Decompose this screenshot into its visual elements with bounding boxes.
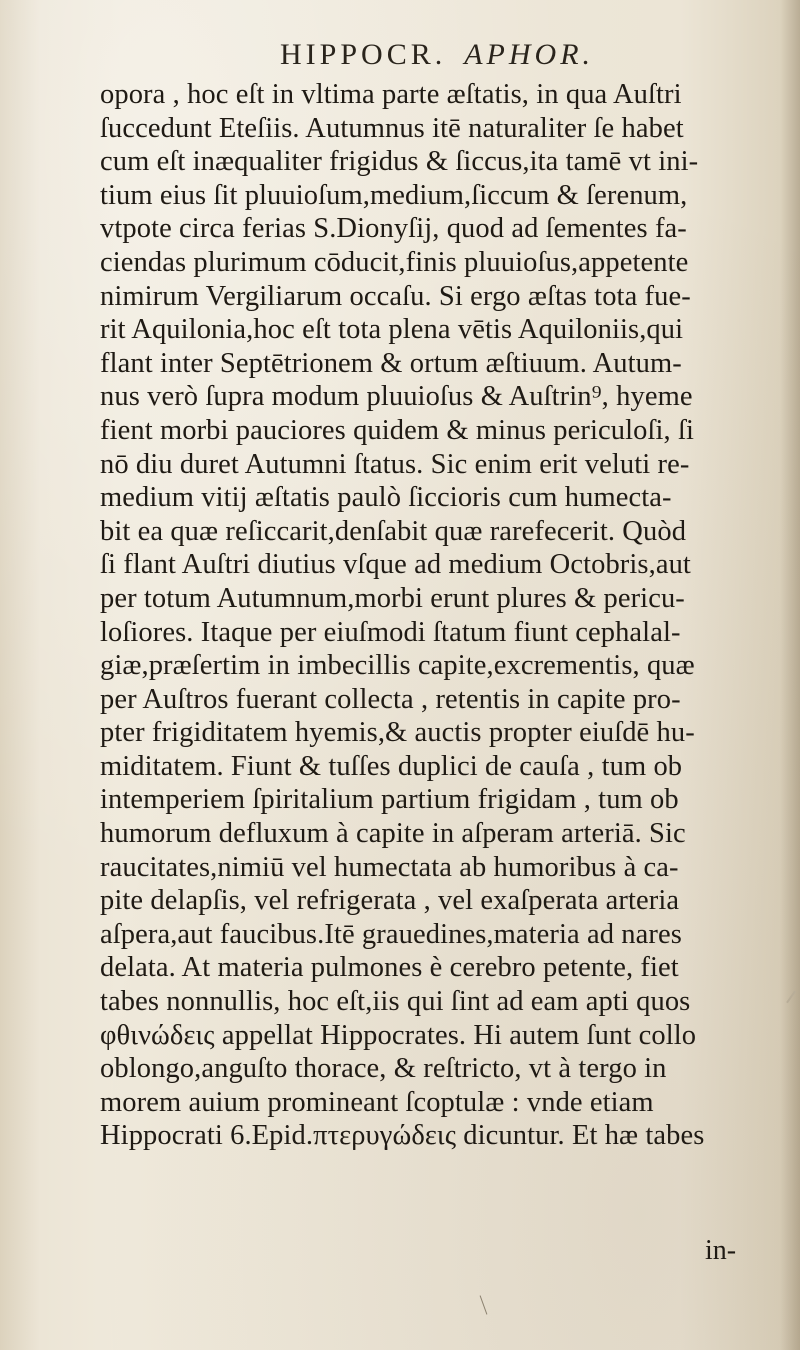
- text-line: tabes nonnullis, hoc eſt,iis qui ſint ad eam apti quos: [100, 986, 691, 1018]
- text-line: giæ,præſertim in imbecillis capite,excrementis, quæ: [100, 650, 695, 682]
- text-line: φθινώδεις appellat Hippocrates. Hi autem ſunt collo: [100, 1019, 697, 1051]
- text-line: bit ea quæ reſiccarit,denſabit quæ rarefecerit. Quòd: [100, 515, 687, 547]
- text-line: fient morbi pauciores quidem & minus periculoſi, ſi: [100, 414, 694, 446]
- text-line: pter frigiditatem hyemis,& auctis propter eiuſdē hu-: [100, 717, 695, 749]
- text-line: morem auium promineant ſcoptulæ : vnde etiam: [100, 1086, 654, 1118]
- text-line: rit Aquilonia,hoc eſt tota plena vētis Aquiloniis,qui: [100, 314, 684, 346]
- catchword: in-: [705, 1235, 737, 1266]
- text-line: nus verò ſupra modum pluuioſus & Auſtrin⁹, hyeme: [100, 381, 693, 413]
- text-line: tium eius ſit pluuioſum,medium,ſiccum & ſerenum,: [100, 179, 688, 211]
- text-line: raucitates,nimiū vel humectata ab humoribus à ca-: [100, 851, 679, 883]
- text-line: per Auſtros fuerant collecta , retentis in capite pro-: [100, 683, 681, 715]
- text-line: ſi flant Auſtri diutius vſque ad medium Octobris,aut: [100, 549, 691, 581]
- text-line: intemperiem ſpiritalium partium frigidam , tum ob: [100, 784, 679, 816]
- text-line: ciendas plurimum cōducit,finis pluuioſus,appetente: [100, 246, 689, 278]
- text-line: medium vitij æſtatis paulò ſiccioris cum humecta-: [100, 482, 672, 514]
- text-line: humorum defluxum à capite in aſperam arteriā. Sic: [100, 818, 686, 850]
- running-head-work: APHOR.: [464, 38, 595, 71]
- text-line: opora , hoc eſt in vltima parte æſtatis, in qua Auſtri: [100, 79, 682, 110]
- text-line: delata. At materia pulmones è cerebro petente, fiet: [100, 952, 679, 984]
- bottom-mark: [480, 1295, 488, 1314]
- text-line: per totum Autumnum,morbi erunt plures & pericu-: [100, 582, 685, 614]
- text-line: cum eſt inæqualiter frigidus & ſiccus,ita tamē vt ini-: [100, 146, 699, 178]
- text-line: nimirum Vergiliarum occaſu. Si ergo æſtas tota fue-: [100, 280, 691, 312]
- text-line: miditatem. Fiunt & tuſſes duplici de cauſa , tum ob: [100, 750, 683, 782]
- running-head-author: HIPPOCR.: [280, 38, 447, 71]
- body-text: [100, 78, 790, 1153]
- text-line: loſiores. Itaque per eiuſmodi ſtatum fiunt cephalal-: [100, 616, 681, 648]
- text-line: vtpote circa ferias S.Dionyſij, quod ad ſementes fa-: [100, 213, 687, 245]
- text-line: pite delapſis, vel refrigerata , vel exaſperata arteria: [100, 885, 680, 917]
- text-line: ſuccedunt Eteſiis. Autumnus itē naturaliter ſe habet: [100, 112, 684, 144]
- text-line: aſpera,aut faucibus.Itē grauedines,materia ad nares: [100, 918, 682, 950]
- running-head: [280, 38, 594, 72]
- text-line: nō diu duret Autumni ſtatus. Sic enim erit veluti re-: [100, 448, 690, 480]
- text-line: Hippocrati 6.Epid.πτερυγώδεις dicuntur. Et hæ tabes: [100, 1120, 705, 1152]
- text-line: oblongo,anguſto thorace, & reſtricto, vt à tergo in: [100, 1053, 667, 1085]
- text-line: flant inter Septētrionem & ortum æſtiuum. Autum-: [100, 347, 682, 379]
